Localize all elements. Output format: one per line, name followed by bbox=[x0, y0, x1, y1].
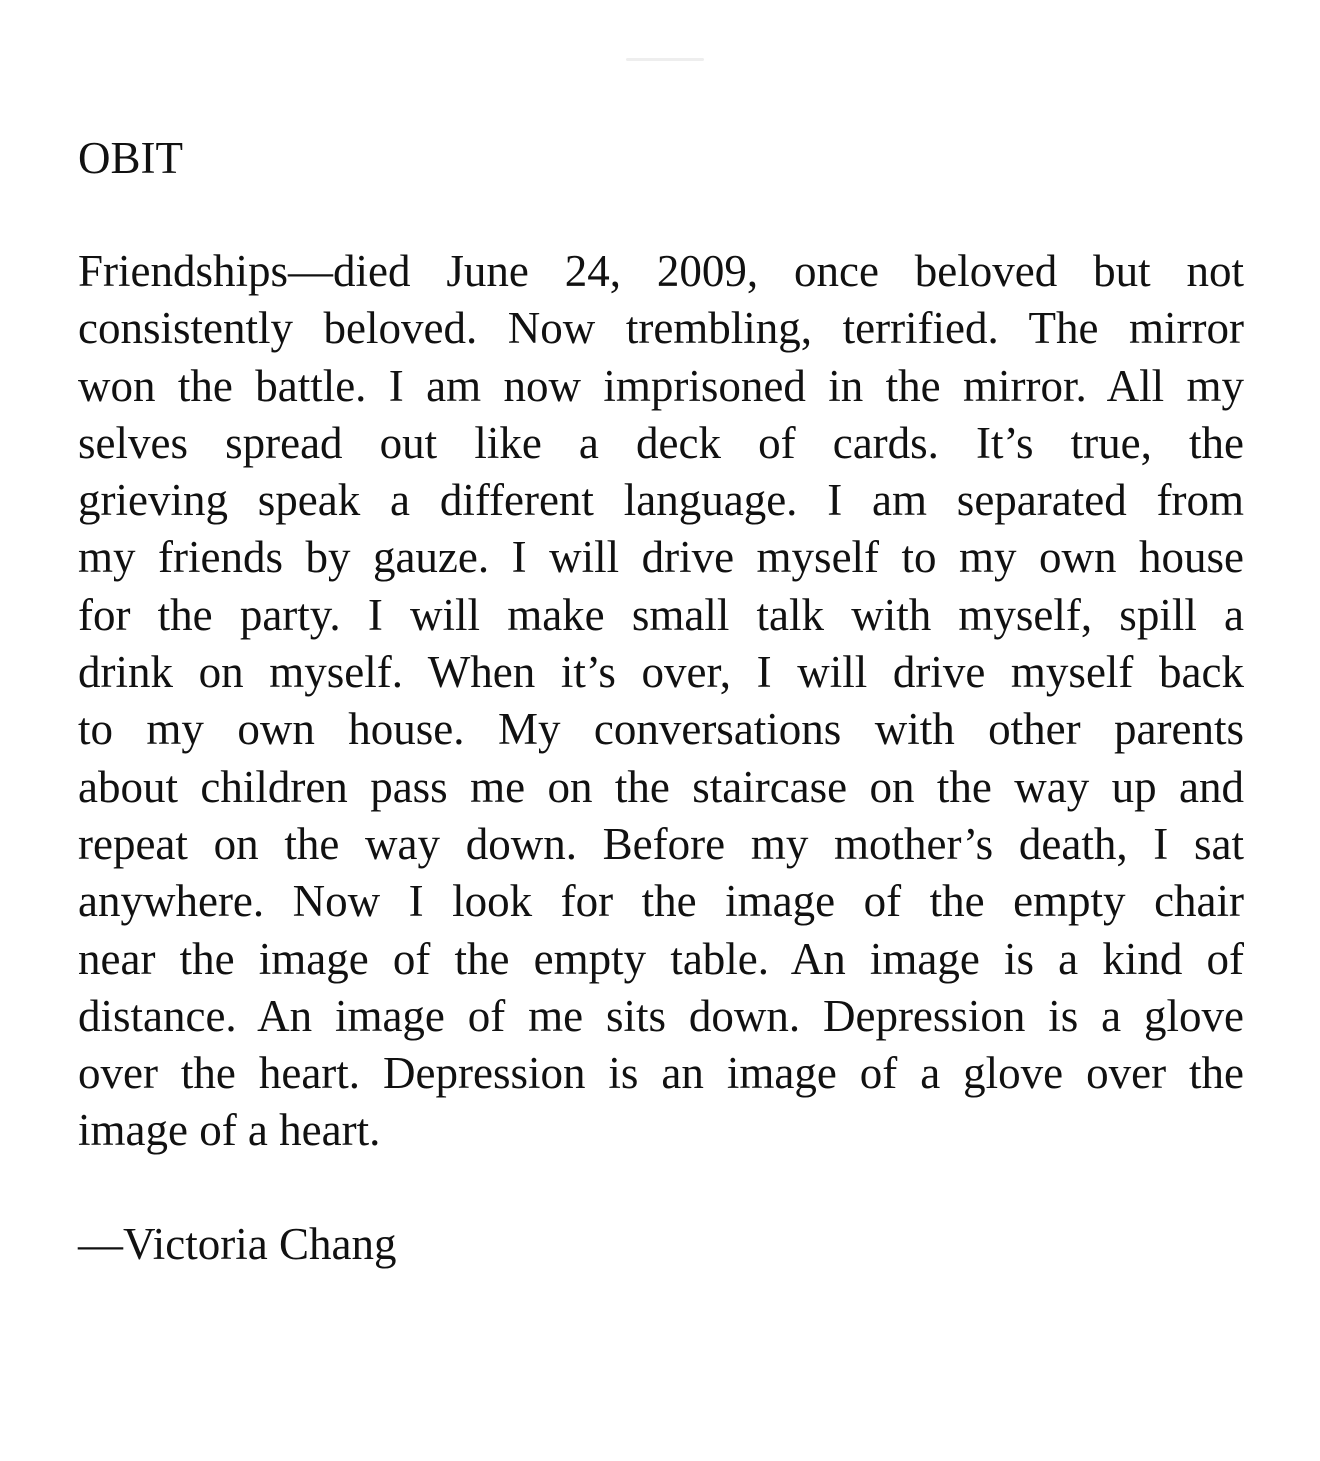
poem-line: repeat on the way down. Before my mother’s death, I sat bbox=[78, 818, 1244, 869]
poem-line: my friends by gauze. I will drive myself to my own house bbox=[78, 532, 1244, 583]
poem-line: consistently beloved. Now trembling, terrified. The mirror bbox=[78, 303, 1244, 354]
poem-title: OBIT bbox=[78, 133, 183, 183]
poem-line: near the image of the empty table. An image is a kind of bbox=[78, 933, 1244, 984]
poem-line: won the battle. I am now imprisoned in the mirror. All my bbox=[78, 360, 1244, 411]
poem-line: image of a heart. bbox=[78, 1105, 381, 1156]
poem-line: drink on myself. When it’s over, I will drive myself back bbox=[78, 647, 1244, 698]
poem-line: distance. An image of me sits down. Depression is a glove bbox=[78, 990, 1244, 1041]
poem-line: anywhere. Now I look for the image of the empty chair bbox=[78, 876, 1244, 927]
poem-line: over the heart. Depression is an image of a glove over the bbox=[78, 1048, 1244, 1099]
poem-line: grieving speak a different language. I am separated from bbox=[78, 475, 1244, 526]
poem-line: Friendships—died June 24, 2009, once beloved but not bbox=[78, 246, 1244, 296]
poem-attribution: —Victoria Chang bbox=[78, 1219, 397, 1269]
poem-body bbox=[78, 243, 1244, 1160]
poem-line: to my own house. My conversations with other parents bbox=[78, 704, 1244, 755]
poem-line: about children pass me on the staircase on the way up and bbox=[78, 761, 1244, 812]
top-divider bbox=[626, 58, 704, 61]
poem-line: selves spread out like a deck of cards. It’s true, the bbox=[78, 417, 1244, 468]
poem-line: for the party. I will make small talk with myself, spill a bbox=[78, 589, 1244, 640]
